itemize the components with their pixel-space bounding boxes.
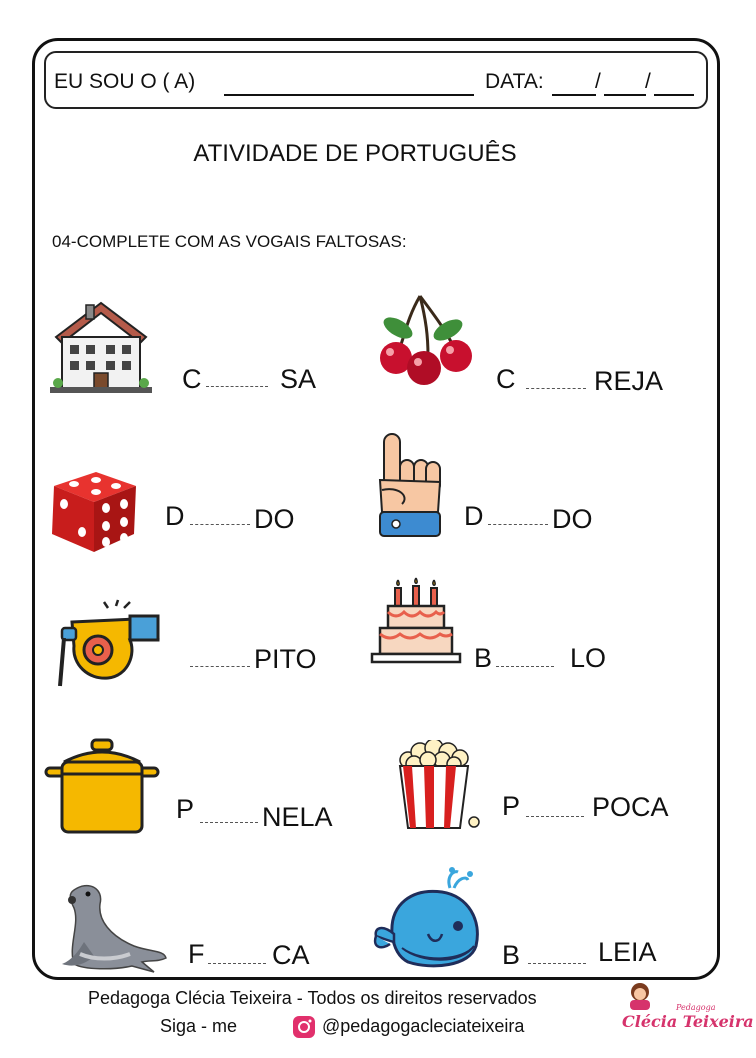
dice-icon — [44, 464, 140, 556]
answer-blank[interactable] — [206, 386, 268, 387]
answer-blank[interactable] — [526, 388, 586, 389]
item-prefix: P — [502, 791, 521, 821]
date-label: DATA: — [485, 70, 544, 93]
logo-name: Clécia Teixeira — [622, 1012, 754, 1031]
item-suffix: NELA — [262, 802, 333, 832]
page-title: ATIVIDADE DE PORTUGUÊS — [193, 140, 517, 167]
finger-icon — [376, 432, 444, 540]
answer-blank[interactable] — [190, 524, 250, 525]
instruction-text: 04-COMPLETE COM AS VOGAIS FALTOSAS: — [52, 232, 407, 251]
date-month-line[interactable] — [604, 94, 646, 96]
item-suffix: CA — [272, 940, 310, 970]
item-suffix: POCA — [592, 792, 669, 822]
cake-icon — [370, 576, 462, 668]
popcorn-icon — [394, 740, 482, 834]
name-label: EU SOU O ( A) — [54, 70, 196, 93]
seal-icon — [54, 880, 170, 974]
item-suffix: LO — [570, 643, 607, 673]
teacher-avatar-icon — [622, 982, 658, 1012]
pot-icon — [42, 738, 160, 836]
item-suffix: REJA — [594, 366, 664, 396]
logo-subtitle: Pedagoga — [676, 1003, 716, 1012]
answer-blank[interactable] — [208, 963, 266, 964]
item-prefix: B — [502, 940, 521, 970]
answer-blank[interactable] — [496, 666, 554, 667]
date-year-line[interactable] — [654, 94, 694, 96]
item-suffix: DO — [254, 504, 295, 534]
footer-credit: Pedagoga Clécia Teixeira - Todos os direitos reservados — [88, 988, 537, 1008]
instagram-icon[interactable] — [292, 1015, 316, 1039]
item-prefix: D — [464, 501, 484, 531]
answer-blank[interactable] — [190, 666, 250, 667]
item-suffix: SA — [280, 364, 317, 394]
house-icon — [48, 295, 154, 398]
cherries-icon — [376, 290, 476, 390]
whistle-icon — [52, 598, 164, 692]
date-separator: / — [645, 70, 651, 93]
answer-blank[interactable] — [528, 963, 586, 964]
answer-blank[interactable] — [200, 822, 258, 823]
footer-follow: Siga - me — [160, 1016, 238, 1036]
item-prefix: C — [182, 364, 202, 394]
item-suffix: PITO — [254, 644, 317, 674]
date-day-line[interactable] — [552, 94, 596, 96]
instagram-handle[interactable]: @pedagogacleciateixeira — [322, 1016, 525, 1036]
item-suffix: DO — [552, 504, 593, 534]
whale-icon — [372, 864, 484, 972]
answer-blank[interactable] — [488, 524, 548, 525]
item-suffix: LEIA — [598, 937, 657, 967]
name-field-line[interactable] — [224, 94, 474, 96]
item-prefix: D — [165, 501, 185, 531]
answer-blank[interactable] — [526, 816, 584, 817]
date-separator: / — [595, 70, 601, 93]
item-prefix: B — [474, 643, 493, 673]
item-prefix: F — [188, 939, 205, 969]
item-prefix: C — [496, 364, 516, 394]
item-prefix: P — [176, 794, 195, 824]
